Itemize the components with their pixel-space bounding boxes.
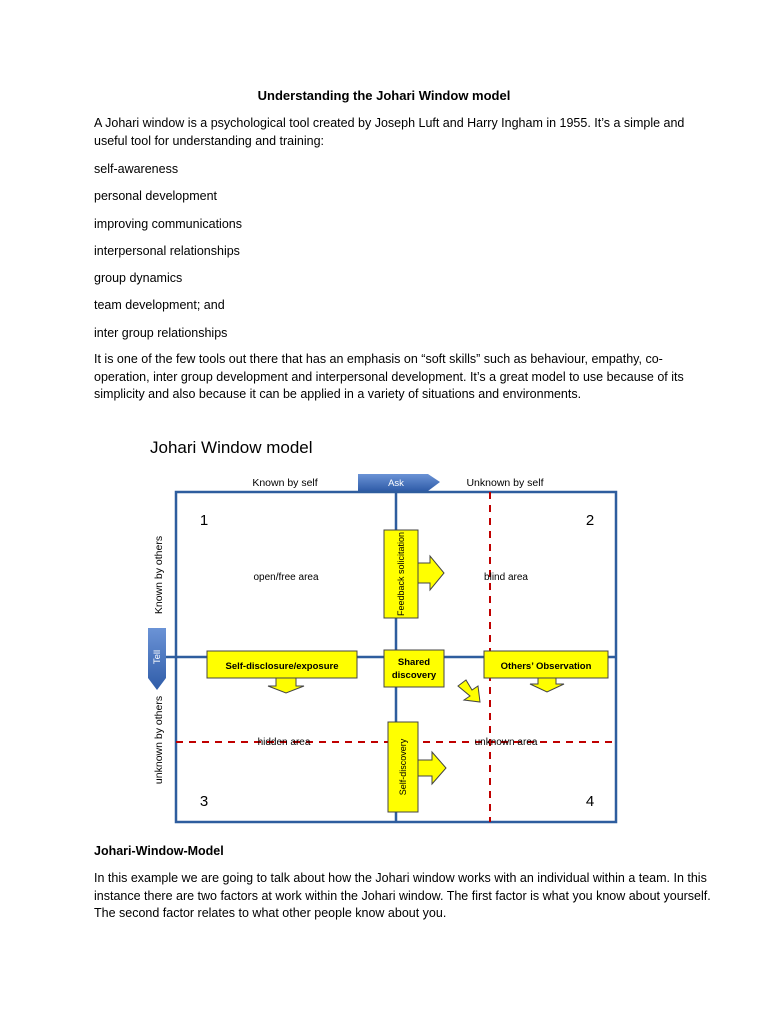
- shared-discovery-label-line1: Shared: [397, 657, 431, 668]
- others-observation-arrow: [530, 677, 564, 692]
- tell-label: Tell: [152, 649, 163, 665]
- list-item: interpersonal relationships: [94, 244, 240, 258]
- ask-label: Ask: [388, 478, 404, 489]
- list-item: self-awareness: [94, 162, 179, 176]
- unknown-by-others-label: unknown by others: [153, 695, 165, 785]
- feedback-solicitation-label: Feedback solicitation: [396, 531, 406, 617]
- blind-area-label: blind area: [484, 572, 528, 583]
- document-title: Understanding the Johari Window model: [257, 88, 511, 103]
- shared-discovery-arrow: [458, 680, 480, 702]
- shared-discovery-label-line2: discovery: [391, 670, 437, 681]
- feedback-arrow: [418, 556, 444, 590]
- list-item: group dynamics: [94, 271, 183, 285]
- intro-paragraph: A Johari window is a psychological tool created by Joseph Luft and Harry Ingham in 1955. It’s a simple and useful tool for understanding and training:: [94, 116, 685, 148]
- hidden-area-label: hidden area: [257, 737, 311, 748]
- open-area-label: open/free area: [253, 572, 319, 583]
- johari-window-diagram: [0, 425, 768, 835]
- list-item: personal development: [94, 189, 217, 203]
- shared-discovery-box: [384, 650, 444, 687]
- quadrant-4-number: 4: [585, 793, 595, 810]
- section-heading: Johari-Window-Model: [94, 844, 224, 858]
- known-by-others-label: Known by others: [153, 535, 165, 615]
- example-paragraph: In this example we are going to talk about how the Johari window works with an individual within a team. In this instance there are two factors at work within the Johari window. The first factor is what you know about yourself. The second factor relates to what other people know about you.: [94, 871, 711, 920]
- known-by-self-label: Known by self: [252, 477, 318, 489]
- unknown-by-self-label: Unknown by self: [466, 477, 544, 489]
- list-item: improving communications: [94, 217, 242, 231]
- list-item: inter group relationships: [94, 326, 228, 340]
- quadrant-2-number: 2: [585, 512, 595, 529]
- self-disclosure-arrow: [268, 677, 304, 693]
- quadrant-1-number: 1: [199, 512, 209, 529]
- quadrant-3-number: 3: [199, 793, 209, 810]
- self-discovery-arrow: [418, 752, 446, 784]
- diagram-title: Johari Window model: [150, 438, 313, 457]
- self-disclosure-label: Self-disclosure/exposure: [225, 661, 339, 672]
- unknown-area-label: unknown area: [474, 737, 538, 748]
- self-discovery-label: Self-discovery: [398, 738, 408, 796]
- list-item: team development; and: [94, 298, 225, 312]
- soft-skills-paragraph: It is one of the few tools out there that has an emphasis on “soft skills” such as behaviour, empathy, co-operation, inter group development and interpersonal development. It’s a great model to use because of its simplicity and also because it can be applied in a variety of situations and environments.: [94, 352, 684, 401]
- others-observation-label: Others’ Observation: [500, 661, 592, 672]
